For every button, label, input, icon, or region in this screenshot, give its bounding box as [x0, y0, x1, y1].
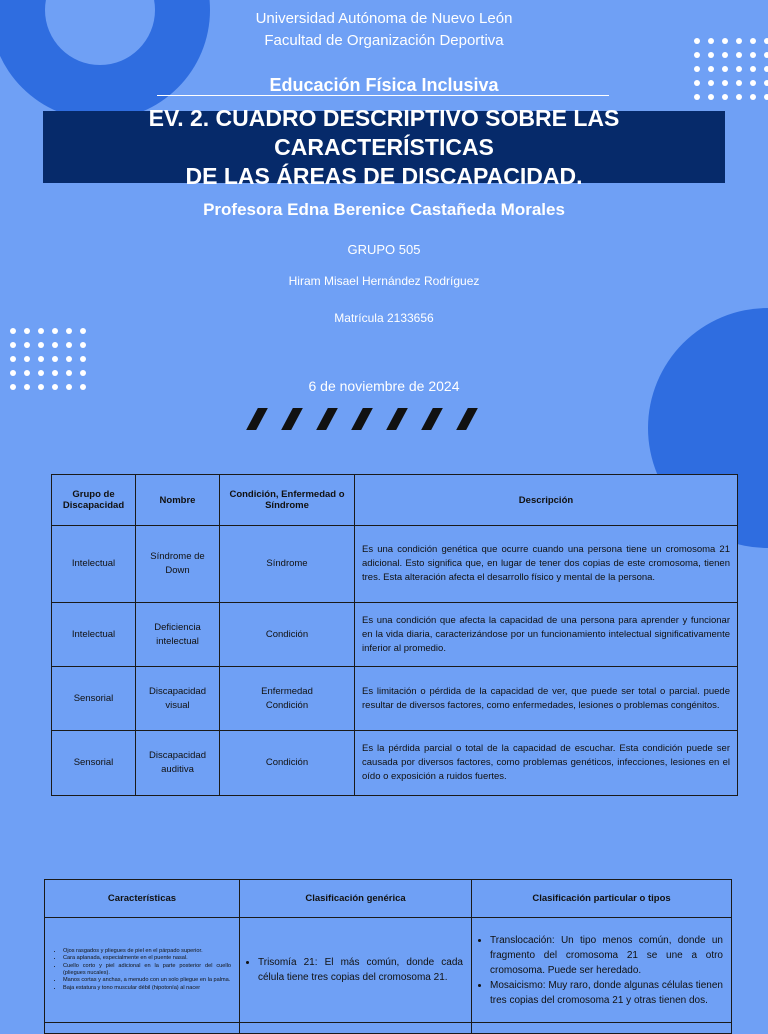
condition-line: Condición [265, 628, 309, 640]
cell-empty [240, 1023, 472, 1034]
cell-name: Deficiencia intelectual [136, 603, 220, 667]
header-condition: Condición, Enfermedad o Síndrome [220, 475, 355, 526]
group-label: GRUPO 505 [347, 242, 421, 257]
title-line-1: EV. 2. CUADRO DESCRIPTIVO SOBRE LAS CARACTERÍSTICAS [148, 104, 620, 160]
table-row [52, 603, 738, 667]
cell-empty [45, 1023, 240, 1034]
header-characteristics: Características [45, 880, 240, 918]
cell-condition [220, 603, 355, 667]
cell-group: Sensorial [52, 667, 136, 731]
table-row [52, 667, 738, 731]
slash-divider [252, 408, 472, 430]
document-date: 6 de noviembre de 2024 [308, 378, 460, 394]
table-header-row [52, 475, 738, 526]
university-name: Universidad Autónoma de Nuevo León [255, 10, 513, 27]
disability-areas-table [51, 474, 738, 796]
header-particular: Clasificación particular o tipos [472, 880, 732, 918]
list-item: • Cuello corto y piel adicional en la parte posterior del cuello (pliegues nucales). [63, 963, 231, 978]
condition-line: Síndrome [266, 558, 308, 569]
document-title [43, 104, 725, 189]
cell-name: Discapacidad visual [136, 667, 220, 731]
list-item: • Translocación: Un tipo menos común, donde un fragmento del cromosoma 21 se une a otro cromosoma. Puede ser heredado. [490, 933, 723, 978]
list-item: • Mosaicismo: Muy raro, donde algunas células tienen tres copias del cromosoma 21 y otras tienen dos. [490, 978, 723, 1008]
professor-name: Profesora Edna Berenice Castañeda Morales [203, 200, 565, 219]
header-group: Grupo de Discapacidad [52, 475, 136, 526]
table-header-row [45, 880, 732, 918]
title-line-2: DE LAS ÁREAS DE DISCAPACIDAD. [185, 162, 583, 189]
cell-generic [240, 918, 472, 1023]
table-row [45, 918, 732, 1023]
cell-characteristics [45, 918, 240, 1023]
cell-name: Síndrome de Down [136, 526, 220, 603]
cell-description: Es una condición genética que ocurre cuando una persona tiene un cromosoma 21 adicional. Esto significa que, en lugar de tener dos copias de este cromosoma, tienen tres. Esta alteración afecta el desarrollo físico y mental de la persona. [355, 526, 738, 603]
list-item: • Cara aplanada, especialmente en el puente nasal. [63, 955, 231, 962]
cell-description: Es limitación o pérdida de la capacidad de ver, que puede ser total o parcial. puede resultar de diversos factores, como enfermedades, lesiones o problemas congénitos. [355, 667, 738, 731]
cell-group: Sensorial [52, 731, 136, 796]
cell-condition [220, 731, 355, 796]
condition-line: Condición [265, 757, 309, 768]
list-item: • Manos cortas y anchas, a menudo con un solo pliegue en la palma. [63, 977, 231, 984]
cell-group: Intelectual [52, 526, 136, 603]
list-item: • Baja estatura y tono muscular débil (hipotonía) al nacer [63, 985, 231, 992]
student-name: Hiram Misael Hernández Rodríguez [288, 274, 480, 288]
cell-condition [220, 526, 355, 603]
cell-name: Discapacidad auditiva [136, 731, 220, 796]
down-syndrome-table [44, 879, 732, 1034]
list-item: • Trisomía 21: El más común, donde cada célula tiene tres copias del cromosoma 21. [258, 955, 463, 985]
header-description: Descripción [355, 475, 738, 526]
course-title: Educación Física Inclusiva [269, 75, 499, 95]
cell-description: Es una condición que afecta la capacidad de una persona para aprender y funcionar en la vida diaria, caracterizándose por un funcionamiento intelectual significativamente inferior al promedio. [355, 603, 738, 667]
condition-line: Condición [265, 699, 309, 711]
header-generic: Clasificación genérica [240, 880, 472, 918]
cell-description: Es la pérdida parcial o total de la capacidad de escuchar. Esta condición puede ser causada por diversos factores, como problemas genéticos, infecciones, lesiones en el oído o exposición a ruidos fuertes. [355, 731, 738, 796]
table-row [45, 1023, 732, 1034]
list-item: • Ojos rasgados y pliegues de piel en el párpado superior. [63, 948, 231, 955]
cell-particular [472, 918, 732, 1023]
table-row [52, 526, 738, 603]
cell-empty [472, 1023, 732, 1034]
header-name: Nombre [136, 475, 220, 526]
condition-line: Enfermedad [261, 685, 313, 697]
table-row [52, 731, 738, 796]
student-id: Matrícula 2133656 [334, 311, 434, 325]
cell-condition [220, 667, 355, 731]
cell-group: Intelectual [52, 603, 136, 667]
faculty-name: Facultad de Organización Deportiva [264, 32, 504, 49]
course-underline [157, 95, 609, 96]
